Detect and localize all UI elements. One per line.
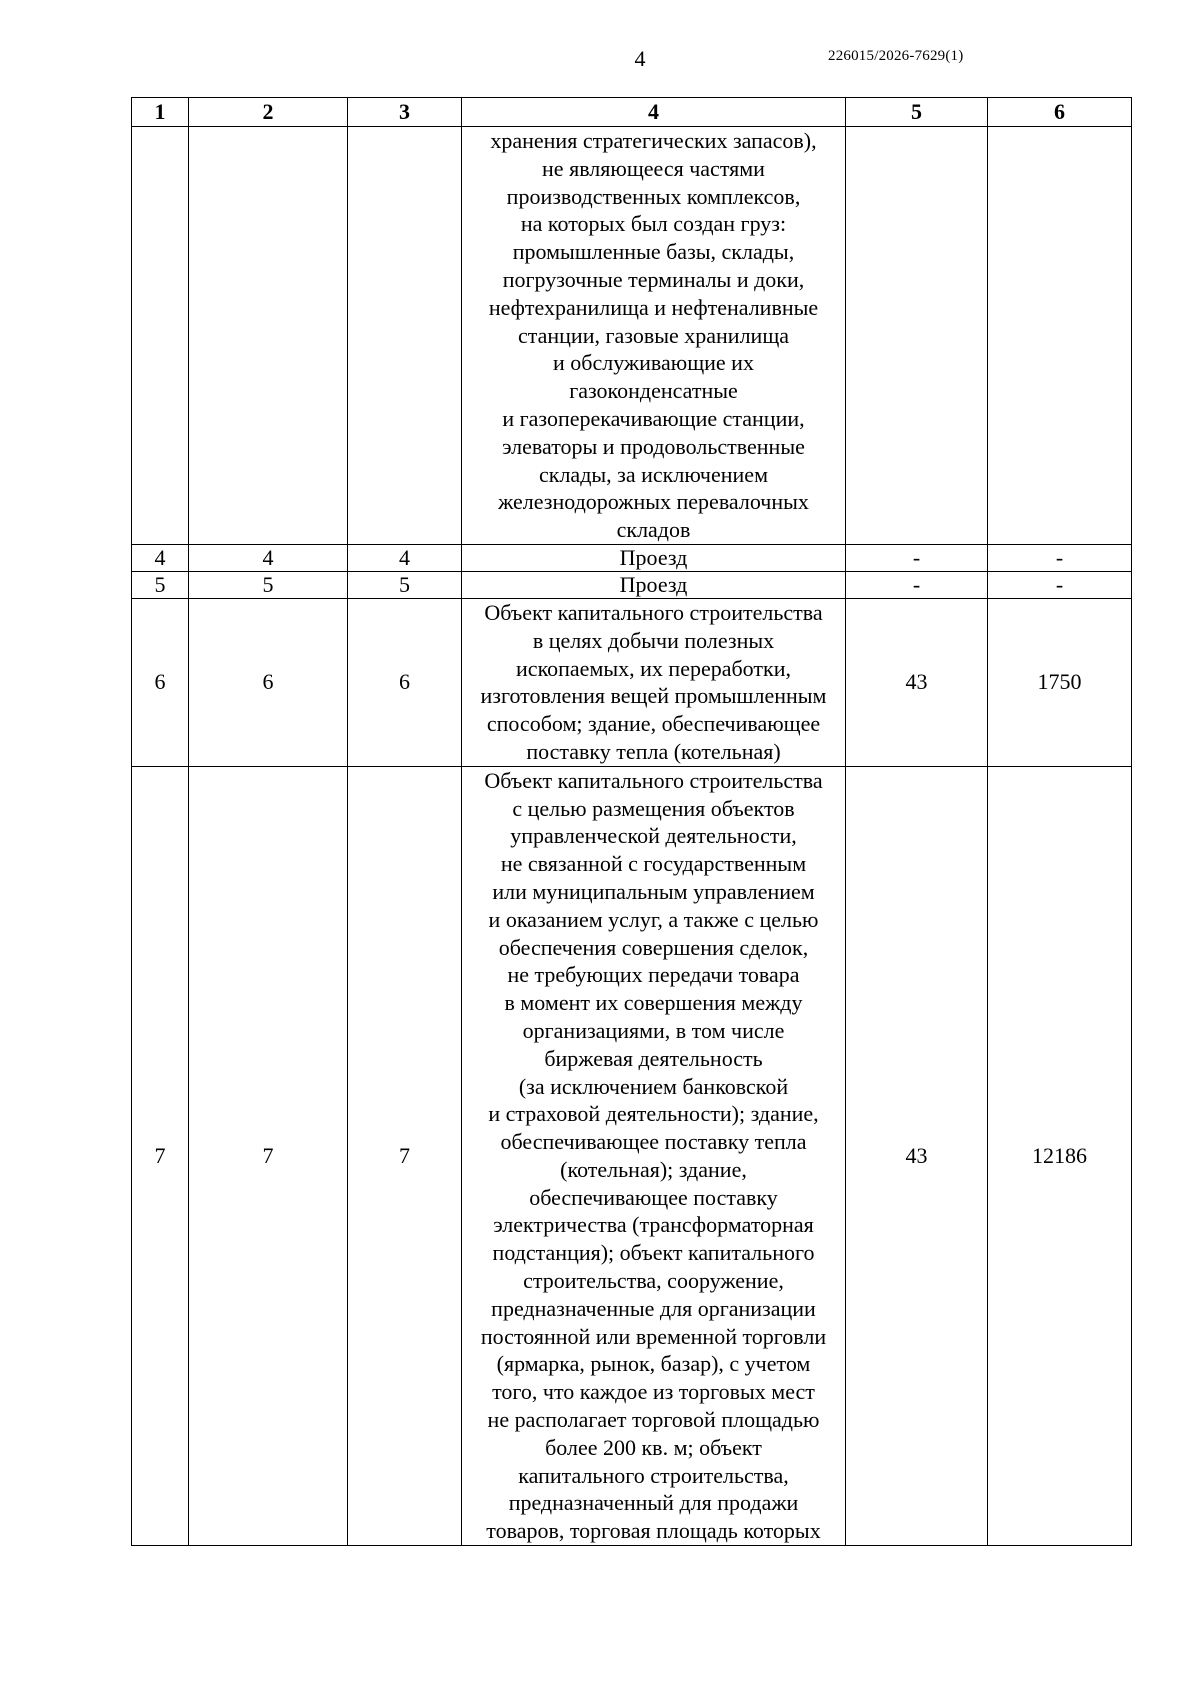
table-cell-description: Проезд (462, 571, 846, 598)
table-cell-description: Объект капитального строительства в целях добычи полезных ископаемых, их переработки, изготовления вещей промышленным способом; здание, обеспечивающее поставку тепла (котельная) (462, 598, 846, 766)
document-code: 226015/2026-7629(1) (828, 48, 964, 64)
table-cell: 5 (189, 571, 348, 598)
table-cell (846, 127, 988, 545)
data-table (131, 97, 1132, 1546)
table-cell: 7 (348, 766, 462, 1545)
table-cell (189, 127, 348, 545)
table-cell: 6 (189, 598, 348, 766)
table-cell: 7 (189, 766, 348, 1545)
table-cell: - (988, 544, 1132, 571)
column-header: 2 (189, 98, 348, 127)
table-cell: 43 (846, 766, 988, 1545)
table-row (132, 598, 1132, 766)
column-header: 4 (462, 98, 846, 127)
table-cell-description: хранения стратегических запасов), не являющееся частями производственных комплексов, на которых был создан груз: промышленные базы, склады, погрузочные терминалы и доки, нефтехранилища и нефтеналивные станции, газовые хранилища и обслуживающие их газоконденсатные и газоперекачивающие станции, элеваторы и продовольственные склады, за исключением железнодорожных перевалочных складов (462, 127, 846, 545)
column-header: 1 (132, 98, 189, 127)
table-cell: 4 (348, 544, 462, 571)
table-cell: 4 (189, 544, 348, 571)
table-cell: 5 (132, 571, 189, 598)
table-cell: 12186 (988, 766, 1132, 1545)
table-cell: 4 (132, 544, 189, 571)
table-row (132, 544, 1132, 571)
table-cell: 5 (348, 571, 462, 598)
table-cell: 6 (132, 598, 189, 766)
table-cell: 1750 (988, 598, 1132, 766)
table-cell (988, 127, 1132, 545)
table-cell: 6 (348, 598, 462, 766)
table-cell: 43 (846, 598, 988, 766)
page-number: 4 (634, 46, 646, 71)
table-cell (348, 127, 462, 545)
table-row (132, 571, 1132, 598)
table-header-row (132, 98, 1132, 127)
table-cell-description: Объект капитального строительства с целью размещения объектов управленческой деятельности, не связанной с государственным или муниципальным управлением и оказанием услуг, а также с целью обеспечения совершения сделок, не требующих передачи товара в момент их совершения между организациями, в том числе биржевая деятельность (за исключением банковской и страховой деятельности); здание, обеспечивающее поставку тепла (котельная); здание, обеспечивающее поставку электричества (трансформаторная подстанция); объект капитального строительства, сооружение, предназначенные для организации постоянной или временной торговли (ярмарка, рынок, базар), с учетом того, что каждое из торговых мест не располагает торговой площадью более 200 кв. м; объект капитального строительства, предназначенный для продажи товаров, торговая площадь которых (462, 766, 846, 1545)
table-row (132, 766, 1132, 1545)
table-cell (132, 127, 189, 545)
table-cell: - (846, 544, 988, 571)
table-cell: - (988, 571, 1132, 598)
table-cell: 7 (132, 766, 189, 1545)
table-cell: - (846, 571, 988, 598)
table-row (132, 127, 1132, 545)
table-cell-description: Проезд (462, 544, 846, 571)
column-header: 3 (348, 98, 462, 127)
column-header: 5 (846, 98, 988, 127)
column-header: 6 (988, 98, 1132, 127)
